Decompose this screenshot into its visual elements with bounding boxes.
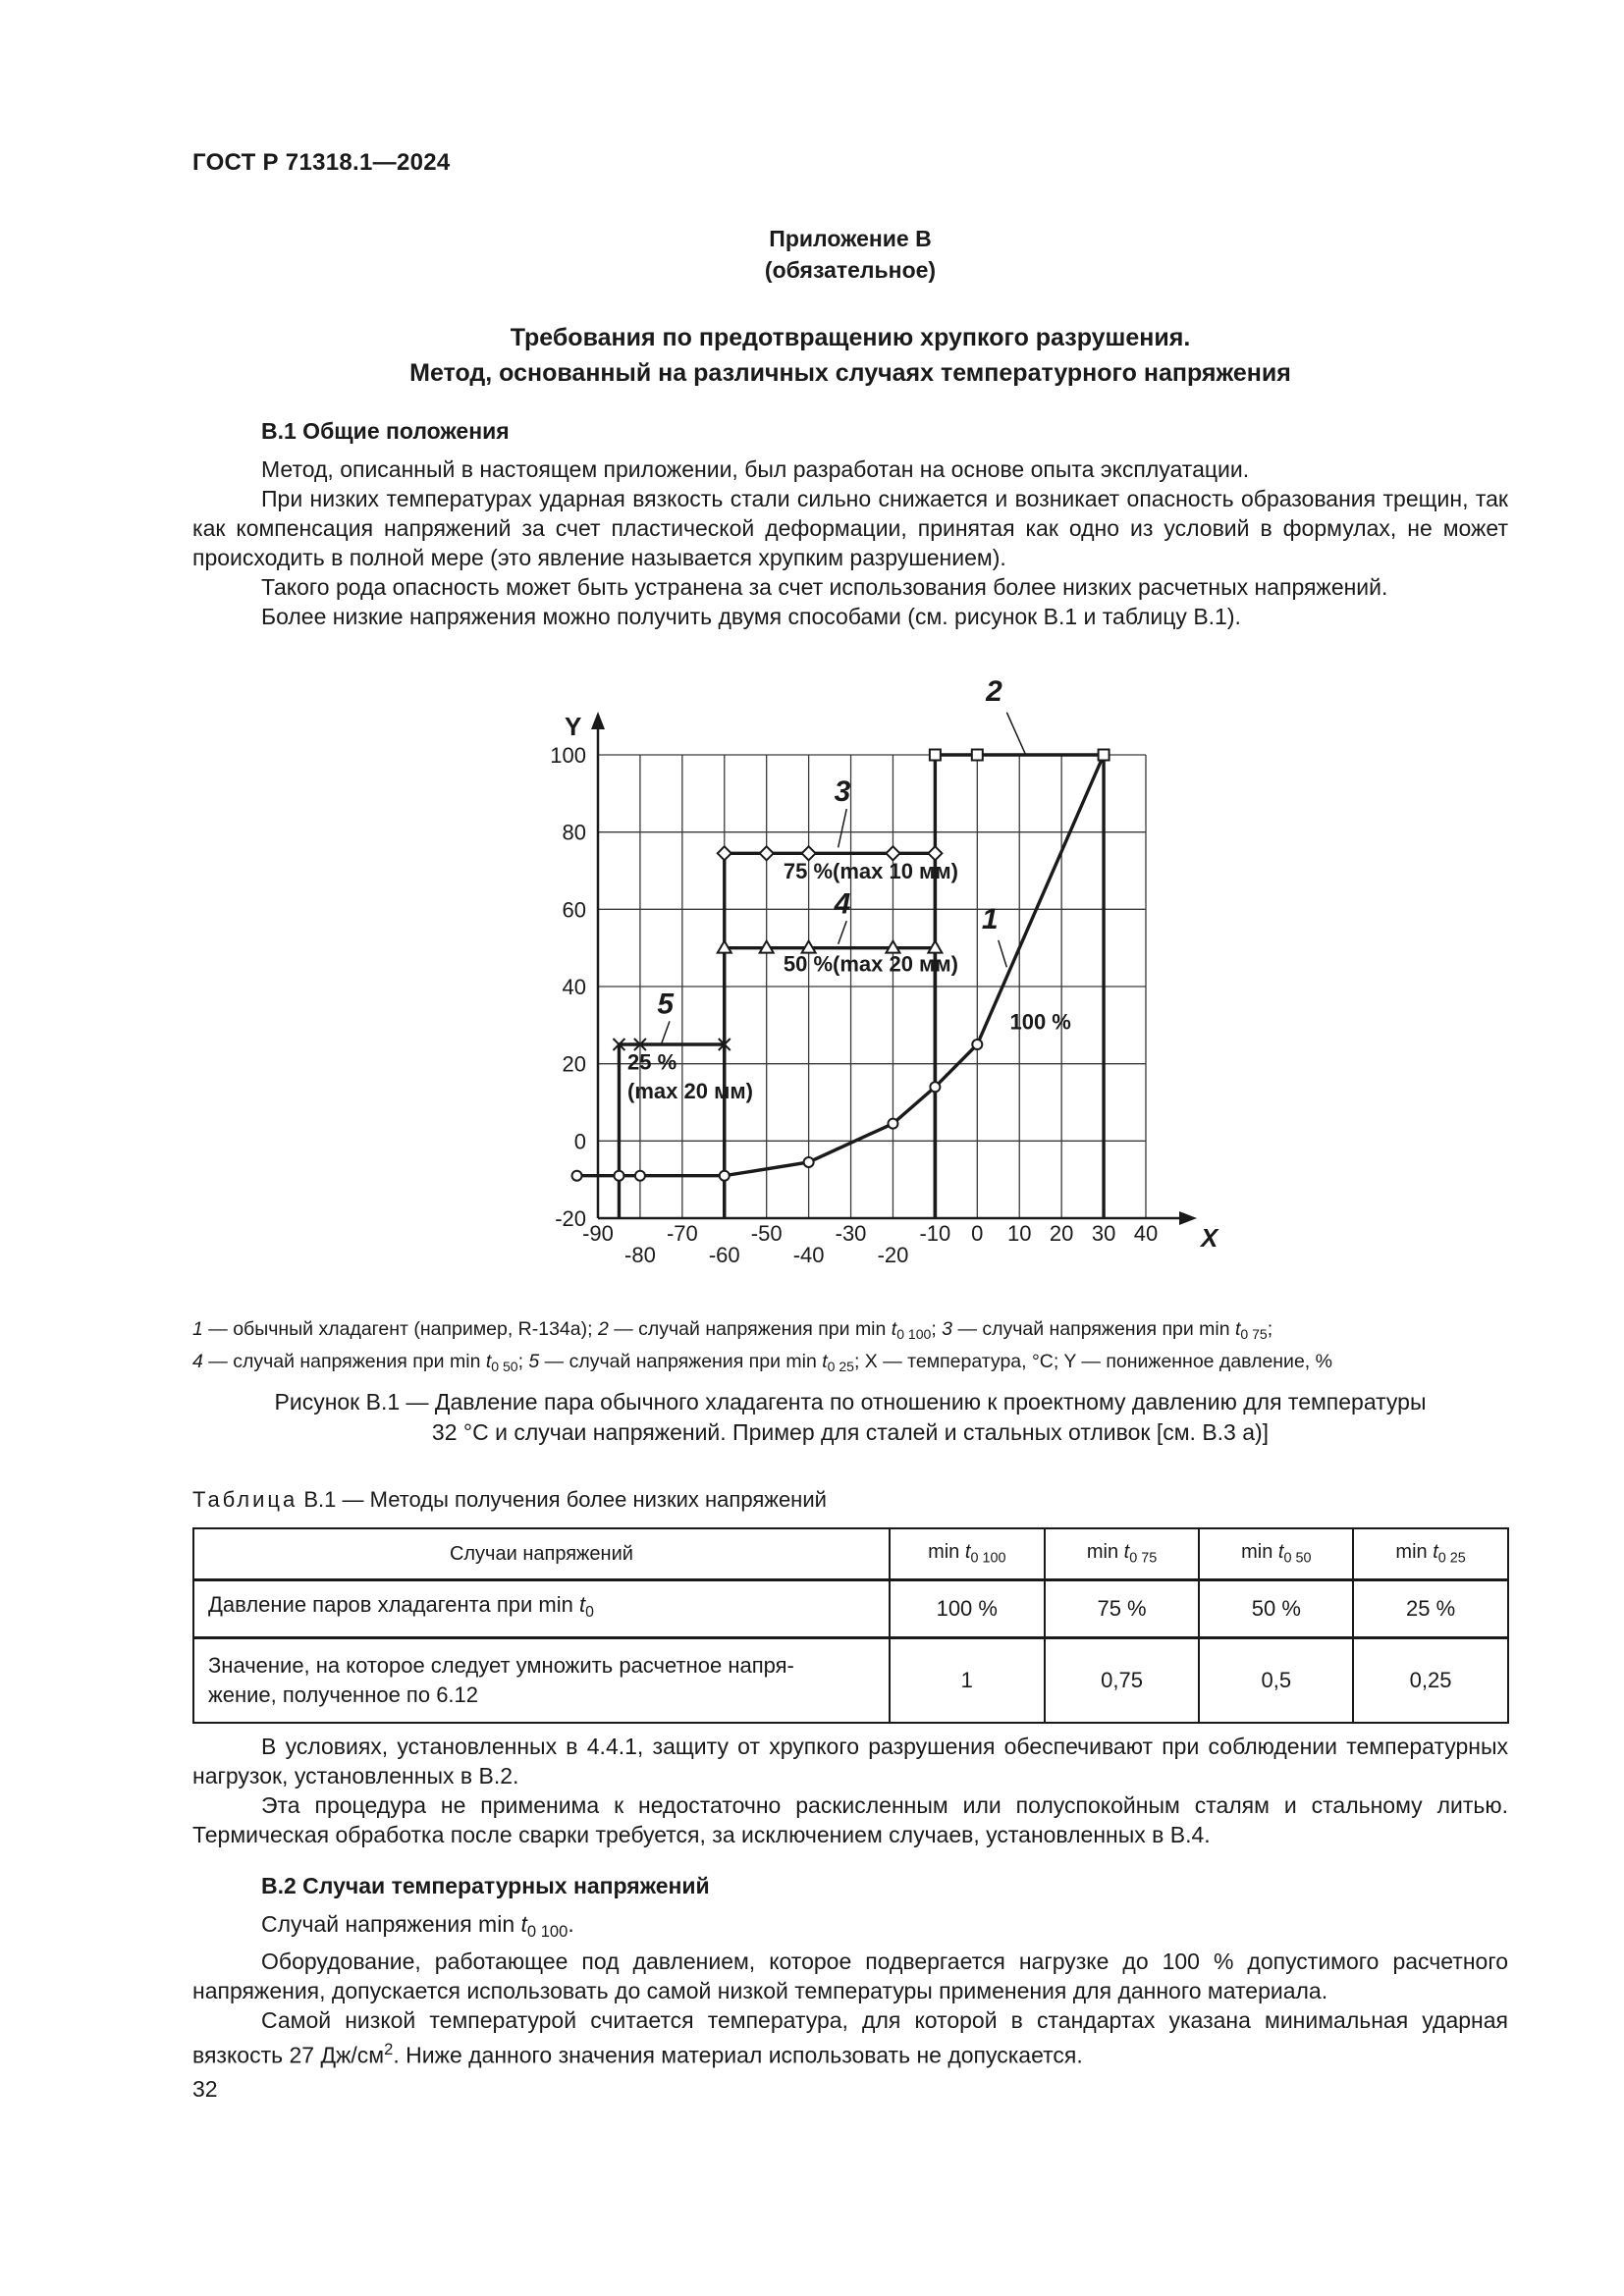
table-cell: 50 % [1199,1580,1353,1638]
x-axis-arrow [1179,1211,1197,1225]
series-2-point [1099,750,1110,761]
y-tick-label: 40 [562,975,586,999]
table-row-label: Значение, на которое следует умножить расчетное напря- жение, полученное по 6.12 [193,1638,890,1724]
table-caption: Таблица В.1 — Методы получения более низких напряжений [192,1487,827,1512]
x-tick-label: 40 [1133,1221,1159,1246]
x-tick-label: 10 [1006,1221,1032,1246]
x-tick-label: -10 [919,1221,951,1246]
x-tick-label: 30 [1091,1221,1116,1246]
table-cell: 75 % [1045,1580,1200,1638]
table-cell: 25 % [1353,1580,1508,1638]
y-tick-label: -20 [555,1206,586,1231]
curve-number-label: 1 [981,903,999,935]
after-table-body [192,1732,1508,1849]
table-row [193,1580,1508,1638]
appendix-title-line-1: Требования по предотвращению хрупкого разрушения. [510,324,1191,351]
paragraph: Метод, описанный в настоящем приложении, был разработан на основе опыта эксплуатации. [261,456,1250,482]
annotation-label: 50 %(max 20 мм) [783,951,958,977]
section-1-heading: В.1 Общие положения [261,418,510,444]
x-tick-label: -40 [792,1243,825,1267]
paragraph: Такого рода опасность может быть устранена за счет использования более низких расчетных напряжений. [261,574,1388,600]
table-cell: 0,25 [1353,1638,1508,1724]
annotation-label: 100 % [1009,1009,1071,1035]
annotation-label: 75 %(max 10 мм) [783,858,958,883]
figure-legend-line-1: 1 — обычный хладагент (например, R-134a); 2 — случай напряжения при $\min t_{0 100}$; 3 — случай напряжения при $\min t_{0 75}$; [192,1318,1273,1343]
standard-designation: ГОСТ Р 71318.1—2024 [192,149,451,176]
paragraph: Эта процедура не применима к недостаточно раскисленным или полуспокойным сталям и стальному литью. Термическая обработка после сварки требуется, за исключением случаев, установленных в В.4. [192,1792,1508,1847]
x-tick-label: -50 [750,1221,783,1246]
y-tick-label: 100 [550,743,586,768]
x-tick-label: 20 [1049,1221,1074,1246]
table-header-cell: Случаи напряжений [193,1528,890,1580]
appendix-label: Приложение В [769,226,932,251]
x-tick-label: 0 [971,1221,984,1246]
curve-number-label: 5 [657,988,675,1021]
appendix-status: (обязательное) [764,257,937,283]
table-row-label: Давление паров хладагента при $\min t_0$ [193,1580,890,1638]
curve-number-label: 4 [834,887,851,921]
table-header-cell: $\min t_{0 25}$ [1353,1528,1508,1580]
paragraph: Оборудование, работающее под давлением, которое подвергается нагрузке до 100 % допустимого расчетного напряжения, допускается использовать до самой низкой температуры применения для данного материала. [192,1948,1508,2003]
figure-caption-line-2: 32 °С и случаи напряжений. Пример для сталей и стальных отливок [см. В.3 а)] [431,1419,1270,1445]
section-2-body [192,1909,1508,2069]
paragraph: Более низкие напряжения можно получить двумя способами (см. рисунок В.1 и таблицу В.1). [261,604,1241,629]
series-1-point [720,1171,730,1181]
x-tick-label: -80 [624,1243,656,1267]
series-3-point [718,846,731,860]
leader-line [839,921,847,944]
x-tick-label: -30 [835,1221,867,1246]
series-1-point [930,1082,940,1092]
chart-labels [550,675,1219,1267]
leader-line [661,1021,670,1044]
leader-line [1006,713,1025,755]
table-header-cell: $\min t_{0 50}$ [1199,1528,1353,1580]
appendix-title-line-2: Метод, основанный на различных случаях температурного напряжения [409,359,1291,387]
x-axis-label: X [1201,1223,1218,1253]
y-tick-label: 20 [562,1051,586,1077]
curve-number-label: 2 [986,674,1002,708]
table-header-cell: $\min t_{0 100}$ [890,1528,1045,1580]
series-2-point [930,750,941,761]
leader-line [999,940,1007,968]
figure-caption [192,1387,1508,1448]
y-axis-arrow [591,712,605,729]
x-tick-label: -70 [666,1221,698,1246]
table-cell: 100 % [890,1580,1045,1638]
paragraph: При низких температурах ударная вязкость стали сильно снижается и возникает опасность образования трещин, так как компенсация напряжений за счет пластической деформации, принятая как одно из условий в формулах, не может происходить в полной мере (это явление называется хрупким разрушением). [192,486,1508,570]
table-row [193,1638,1508,1724]
series-3-line [725,853,936,1218]
series-4-line [725,948,936,1218]
chart-series [572,750,1110,1219]
series-2-point [972,750,983,761]
y-axis-label: Y [565,712,582,741]
table-cell: 1 [890,1638,1045,1724]
table-header-row [193,1528,1508,1580]
curve-number-label: 3 [834,775,851,809]
paragraph: В условиях, установленных в 4.4.1, защиту от хрупкого разрушения обеспечивают при соблюдении температурных нагрузок, установленных в В.2. [192,1734,1508,1789]
series-1-point [972,1040,982,1049]
figure-legend [192,1315,1508,1380]
annotation-label: 25 % [627,1049,677,1075]
figure-legend-line-2: 4 — случай напряжения при $\min t_{0 50}$; 5 — случай напряжения при $\min t_{0 25}$; X — температура, °C; Y — пониженное давление, % [192,1351,1332,1375]
table-cell: 0,5 [1199,1638,1353,1724]
x-tick-label: -60 [708,1243,740,1267]
y-tick-label: 60 [562,897,586,923]
table-header-cell: $\min t_{0 75}$ [1045,1528,1200,1580]
series-1-point [635,1171,645,1181]
y-tick-label: 0 [573,1129,586,1154]
section-2-heading: В.2 Случаи температурных напряжений [261,1873,710,1898]
chart-grid [598,755,1146,1218]
series-1-point [572,1171,582,1181]
series-3-point [760,846,774,860]
figure-caption-line-1: Рисунок В.1 — Давление пара обычного хладагента по отношению к проектному давлению для температуры [274,1389,1427,1415]
page-number: 32 [192,2076,218,2102]
leader-line [839,809,847,847]
series-1-point [804,1157,814,1167]
x-tick-label: -20 [877,1243,909,1267]
series-1-point [614,1171,623,1181]
stress-case-line: Случай напряжения $\min t_{0 100}$. [261,1911,574,1941]
y-tick-label: 80 [562,820,586,845]
paragraph: Самой низкой температурой считается температура, для которой в стандартах указана минимальная ударная вязкость 27 $Дж/см^2$. Ниже данного значения материал использовать не допускается. [192,2006,1508,2068]
annotation-label: (max 20 мм) [627,1079,753,1104]
series-1-point [888,1119,897,1129]
stress-methods-table [192,1527,1509,1724]
x-tick-label: -90 [582,1221,614,1246]
table-cell: 0,75 [1045,1638,1200,1724]
